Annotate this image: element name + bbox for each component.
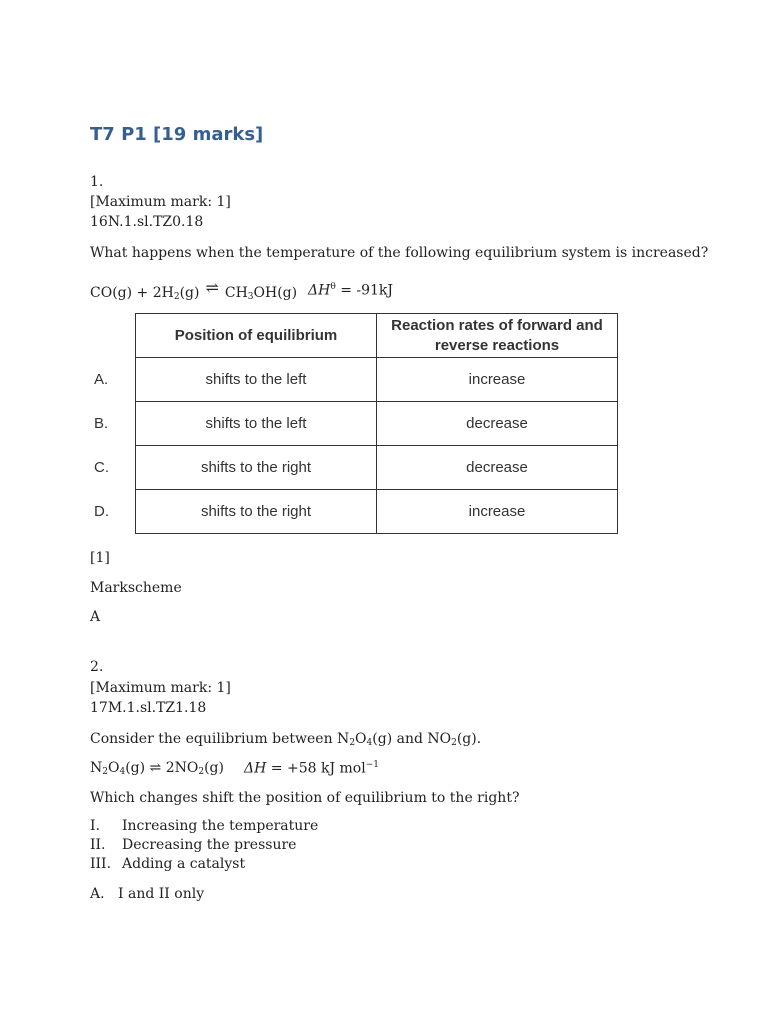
- q1-question: What happens when the temperature of the following equilibrium system is increased?: [90, 245, 709, 261]
- option-rates: decrease: [377, 402, 618, 446]
- header-rates: Reaction rates of forward and reverse reactions: [377, 314, 618, 358]
- q2-enthalpy: ΔH = +58 kJ mol$^{-1}$: [244, 760, 379, 777]
- q1-enthalpy: $\Delta H^\theta = -91kJ$: [308, 282, 394, 299]
- q1-number: 1.: [90, 174, 104, 190]
- table-row: [90, 490, 618, 534]
- table-header-row: [90, 314, 618, 358]
- page-title: T7 P1 [19 marks]: [90, 124, 264, 145]
- option-rates: increase: [377, 490, 618, 534]
- q1-options-table: [90, 313, 618, 534]
- q2-option-a: A. I and II only: [90, 886, 205, 902]
- option-letter: D.: [94, 503, 109, 520]
- q1-markscheme-answer: A: [90, 609, 101, 625]
- q1-equation: $CO(g) + 2H_2(g)$ ⇌ $CH_3OH(g)$: [90, 278, 298, 302]
- q1-mark: [1]: [90, 550, 110, 566]
- q1-max-mark: [Maximum mark: 1]: [90, 194, 231, 210]
- option-position: shifts to the right: [136, 490, 377, 534]
- option-position: shifts to the left: [136, 358, 377, 402]
- q2-equation: $N_2O_4(g)$ ⇌ $2NO_2(g)$: [90, 760, 224, 777]
- table-row: [90, 358, 618, 402]
- q2-intro: Consider the equilibrium between $N_2O_4(g)$ and $NO_2(g)$.: [90, 731, 482, 748]
- option-letter: B.: [94, 415, 109, 432]
- option-letter: C.: [94, 459, 109, 476]
- option-position: shifts to the left: [136, 402, 377, 446]
- table-row: [90, 446, 618, 490]
- list-item: I. Increasing the temperature: [90, 818, 319, 834]
- equilibrium-arrow-icon: ⇌: [205, 278, 219, 297]
- header-position: Position of equilibrium: [136, 314, 377, 358]
- q1-code: 16N.1.sl.TZ0.18: [90, 214, 204, 230]
- q2-max-mark: [Maximum mark: 1]: [90, 680, 231, 696]
- option-position: shifts to the right: [136, 446, 377, 490]
- option-letter: A.: [94, 371, 109, 388]
- q2-code: 17M.1.sl.TZ1.18: [90, 700, 207, 716]
- q2-number: 2.: [90, 659, 104, 675]
- option-rates: increase: [377, 358, 618, 402]
- list-item: II. Decreasing the pressure: [90, 837, 297, 853]
- option-rates: decrease: [377, 446, 618, 490]
- q2-question: Which changes shift the position of equilibrium to the right?: [90, 790, 520, 806]
- q1-markscheme-label: Markscheme: [90, 580, 182, 596]
- list-item: III. Adding a catalyst: [90, 856, 246, 872]
- table-row: [90, 402, 618, 446]
